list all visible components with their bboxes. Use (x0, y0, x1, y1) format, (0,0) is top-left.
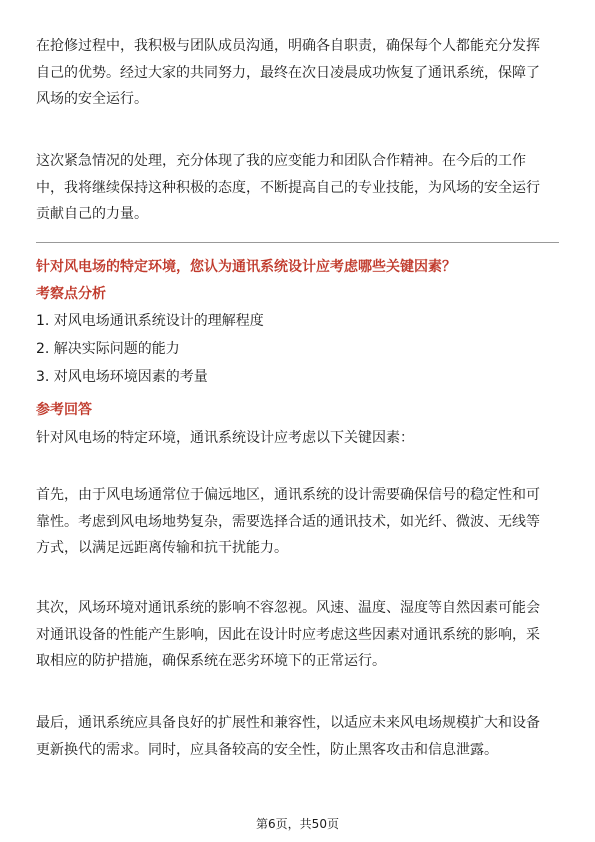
section-divider (36, 242, 559, 243)
analysis-item: 2. 解决实际问题的能力 (36, 341, 180, 357)
answer-intro: 针对风电场的特定环境，通讯系统设计应考虑以下关键因素： (36, 430, 414, 446)
answer-paragraph-third (36, 710, 559, 763)
paragraph-repair-process (36, 33, 559, 113)
text-line: 其次，风场环境对通讯系统的影响不容忽视。风速、温度、湿度等自然因素可能会 (36, 600, 540, 616)
page-number: 第6页，共50页 (256, 817, 339, 831)
text-line: 首先，由于风电场通常位于偏远地区，通讯系统的设计需要确保信号的稳定性和可 (36, 487, 540, 503)
analysis-heading: 考察点分析 (36, 286, 106, 302)
analysis-item: 1. 对风电场通讯系统设计的理解程度 (36, 313, 264, 329)
text-line: 风场的安全运行。 (36, 91, 148, 107)
text-line: 最后，通讯系统应具备良好的扩展性和兼容性，以适应未来风电场规模扩大和设备 (36, 715, 540, 731)
answer-heading: 参考回答 (36, 402, 92, 418)
text-line: 这次紧急情况的处理，充分体现了我的应变能力和团队合作精神。在今后的工作 (36, 153, 526, 169)
answer-paragraph-first (36, 482, 559, 562)
text-line: 更新换代的需求。同时，应具备较高的安全性，防止黑客攻击和信息泄露。 (36, 741, 498, 758)
question-title: 针对风电场的特定环境，您认为通讯系统设计应考虑哪些关键因素？ (36, 259, 456, 275)
text-line: 在抢修过程中，我积极与团队成员沟通，明确各自职责，确保每个人都能充分发挥 (36, 38, 540, 54)
text-line: 取相应的防护措施，确保系统在恶劣环境下的正常运行。 (36, 653, 386, 669)
answer-paragraph-second (36, 595, 559, 675)
text-line: 对通讯设备的性能产生影响，因此在设计时应考虑这些因素对通讯系统的影响，采 (36, 626, 540, 643)
analysis-item: 3. 对风电场环境因素的考量 (36, 369, 208, 385)
text-line: 自己的优势。经过大家的共同努力，最终在次日凌晨成功恢复了通讯系统，保障了 (36, 64, 540, 81)
paragraph-summary (36, 148, 559, 228)
text-line: 贡献自己的力量。 (36, 206, 148, 222)
text-line: 靠性。考虑到风电场地势复杂，需要选择合适的通讯技术，如光纤、微波、无线等 (36, 513, 540, 530)
text-line: 中，我将继续保持这种积极的态度，不断提高自己的专业技能，为风场的安全运行 (36, 179, 540, 196)
text-line: 方式，以满足远距离传输和抗干扰能力。 (36, 540, 288, 556)
